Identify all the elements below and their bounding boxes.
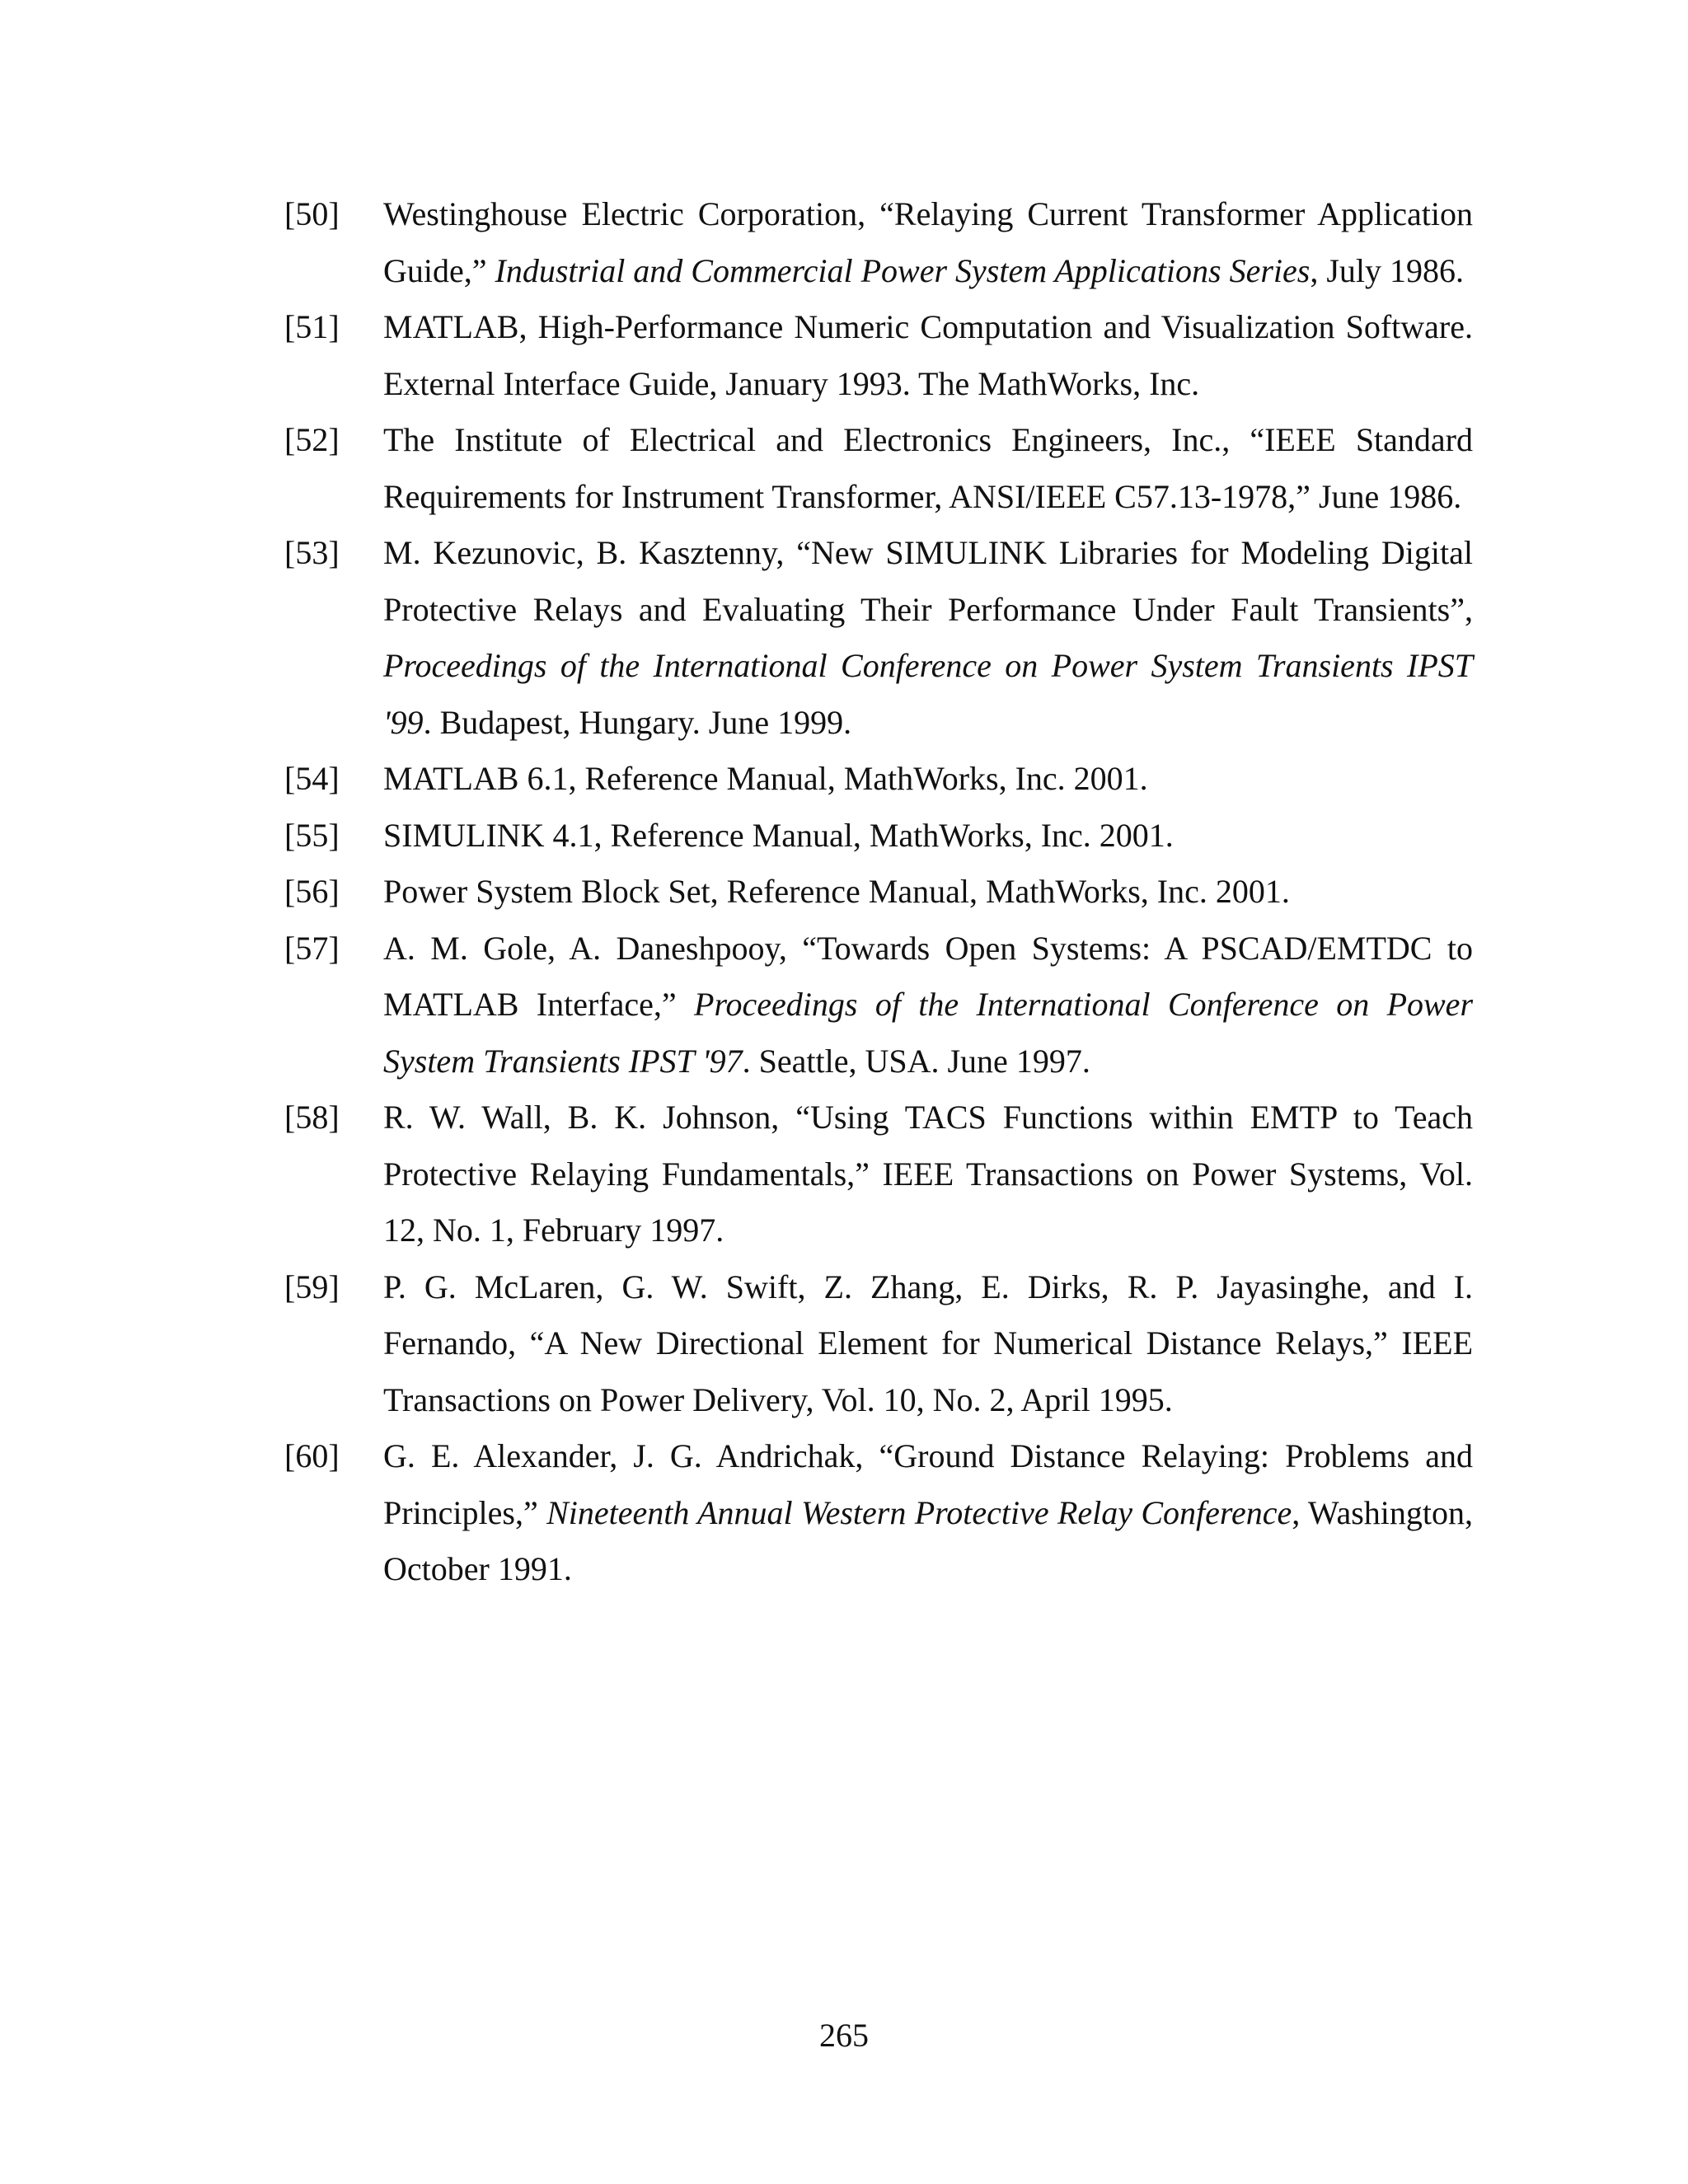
- reference-number: [54]: [284, 760, 340, 797]
- reference-text-segment: P. G. McLaren, G. W. Swift, Z. Zhang, E. Dirks, R. P. Jayasinghe, and I. Fernando, “A New Directional Element for Numerical Distance Relays,” IEEE Transactions on Power Delivery, Vol. 10, No. 2, April 1995.: [383, 1268, 1473, 1418]
- reference-text-segment: MATLAB 6.1, Reference Manual, MathWorks, Inc. 2001.: [383, 760, 1148, 797]
- reference-text: [383, 808, 1473, 865]
- reference-number: [58]: [284, 1099, 340, 1136]
- reference-entry: [284, 808, 1473, 865]
- reference-number: [60]: [284, 1437, 340, 1474]
- reference-text-segment: G. E. Alexander, J. G. Andrichak, “Ground Distance Relaying: Problems and Principles,”: [383, 1437, 1473, 1531]
- reference-text: [383, 1090, 1473, 1259]
- reference-text-segment: The Institute of Electrical and Electronics Engineers, Inc., “IEEE Standard Requirements for Instrument Transformer, ANSI/IEEE C57.13-1978,” June 1986.: [383, 421, 1473, 515]
- reference-entry: [284, 525, 1473, 751]
- reference-entry: [284, 1090, 1473, 1259]
- reference-number: [51]: [284, 308, 340, 345]
- reference-entry: [284, 1259, 1473, 1429]
- reference-entry: [284, 1428, 1473, 1598]
- reference-number: [53]: [284, 534, 340, 571]
- reference-text: [383, 412, 1473, 525]
- reference-number: [55]: [284, 816, 340, 854]
- reference-text-segment: A. M. Gole, A. Daneshpooy, “Towards Open Systems: A PSCAD/EMTDC to MATLAB Interface,”: [383, 929, 1473, 1023]
- reference-entry: [284, 186, 1473, 299]
- reference-text-segment: R. W. Wall, B. K. Johnson, “Using TACS Functions within EMTP to Teach Protective Relaying Fundamentals,” IEEE Transactions on Power Systems, Vol. 12, No. 1, February 1997.: [383, 1099, 1473, 1249]
- reference-entry: [284, 921, 1473, 1090]
- reference-text-segment: SIMULINK 4.1, Reference Manual, MathWorks, Inc. 2001.: [383, 816, 1174, 854]
- reference-list: [284, 186, 1473, 1598]
- reference-number: [57]: [284, 929, 340, 967]
- reference-title-italic: Nineteenth Annual Western Protective Relay Conference: [546, 1493, 1292, 1531]
- reference-number: [56]: [284, 873, 340, 910]
- reference-number: [59]: [284, 1268, 340, 1305]
- reference-text-segment: . Budapest, Hungary. June 1999.: [423, 703, 852, 741]
- reference-title-italic: Industrial and Commercial Power System Applications Series: [495, 251, 1311, 289]
- reference-text-segment: , July 1986.: [1310, 251, 1465, 289]
- reference-number: [50]: [284, 195, 340, 232]
- reference-text: [383, 1428, 1473, 1598]
- reference-number: [52]: [284, 421, 340, 458]
- reference-text-segment: Westinghouse Electric Corporation, “Relaying Current Transformer Application Guide,”: [383, 195, 1473, 289]
- reference-text: [383, 525, 1473, 751]
- reference-entry: [284, 299, 1473, 412]
- reference-title-italic: Proceedings of the International Conference on Power System Transients IPST '99: [383, 647, 1473, 741]
- reference-text-segment: , Washington, October 1991.: [383, 1493, 1474, 1587]
- reference-entry: [284, 412, 1473, 525]
- page-number: 265: [819, 2017, 869, 2054]
- reference-entry: [284, 864, 1473, 921]
- reference-entry: [284, 751, 1473, 808]
- reference-text-segment: MATLAB, High-Performance Numeric Computation and Visualization Software. External Interface Guide, January 1993. The MathWorks, Inc.: [383, 308, 1473, 402]
- reference-text-segment: . Seattle, USA. June 1997.: [742, 1042, 1090, 1080]
- reference-text: [383, 299, 1473, 412]
- reference-text: [383, 751, 1473, 808]
- reference-title-italic: Proceedings of the International Conference on Power System Transients IPST '97: [383, 986, 1474, 1080]
- reference-text-segment: Power System Block Set, Reference Manual, MathWorks, Inc. 2001.: [383, 873, 1290, 910]
- reference-text: [383, 1259, 1473, 1429]
- reference-text-segment: M. Kezunovic, B. Kasztenny, “New SIMULINK Libraries for Modeling Digital Protective Relays and Evaluating Their Performance Under Fault Transients”,: [383, 534, 1473, 628]
- reference-text: [383, 186, 1473, 299]
- reference-text: [383, 921, 1473, 1090]
- reference-text: [383, 864, 1473, 921]
